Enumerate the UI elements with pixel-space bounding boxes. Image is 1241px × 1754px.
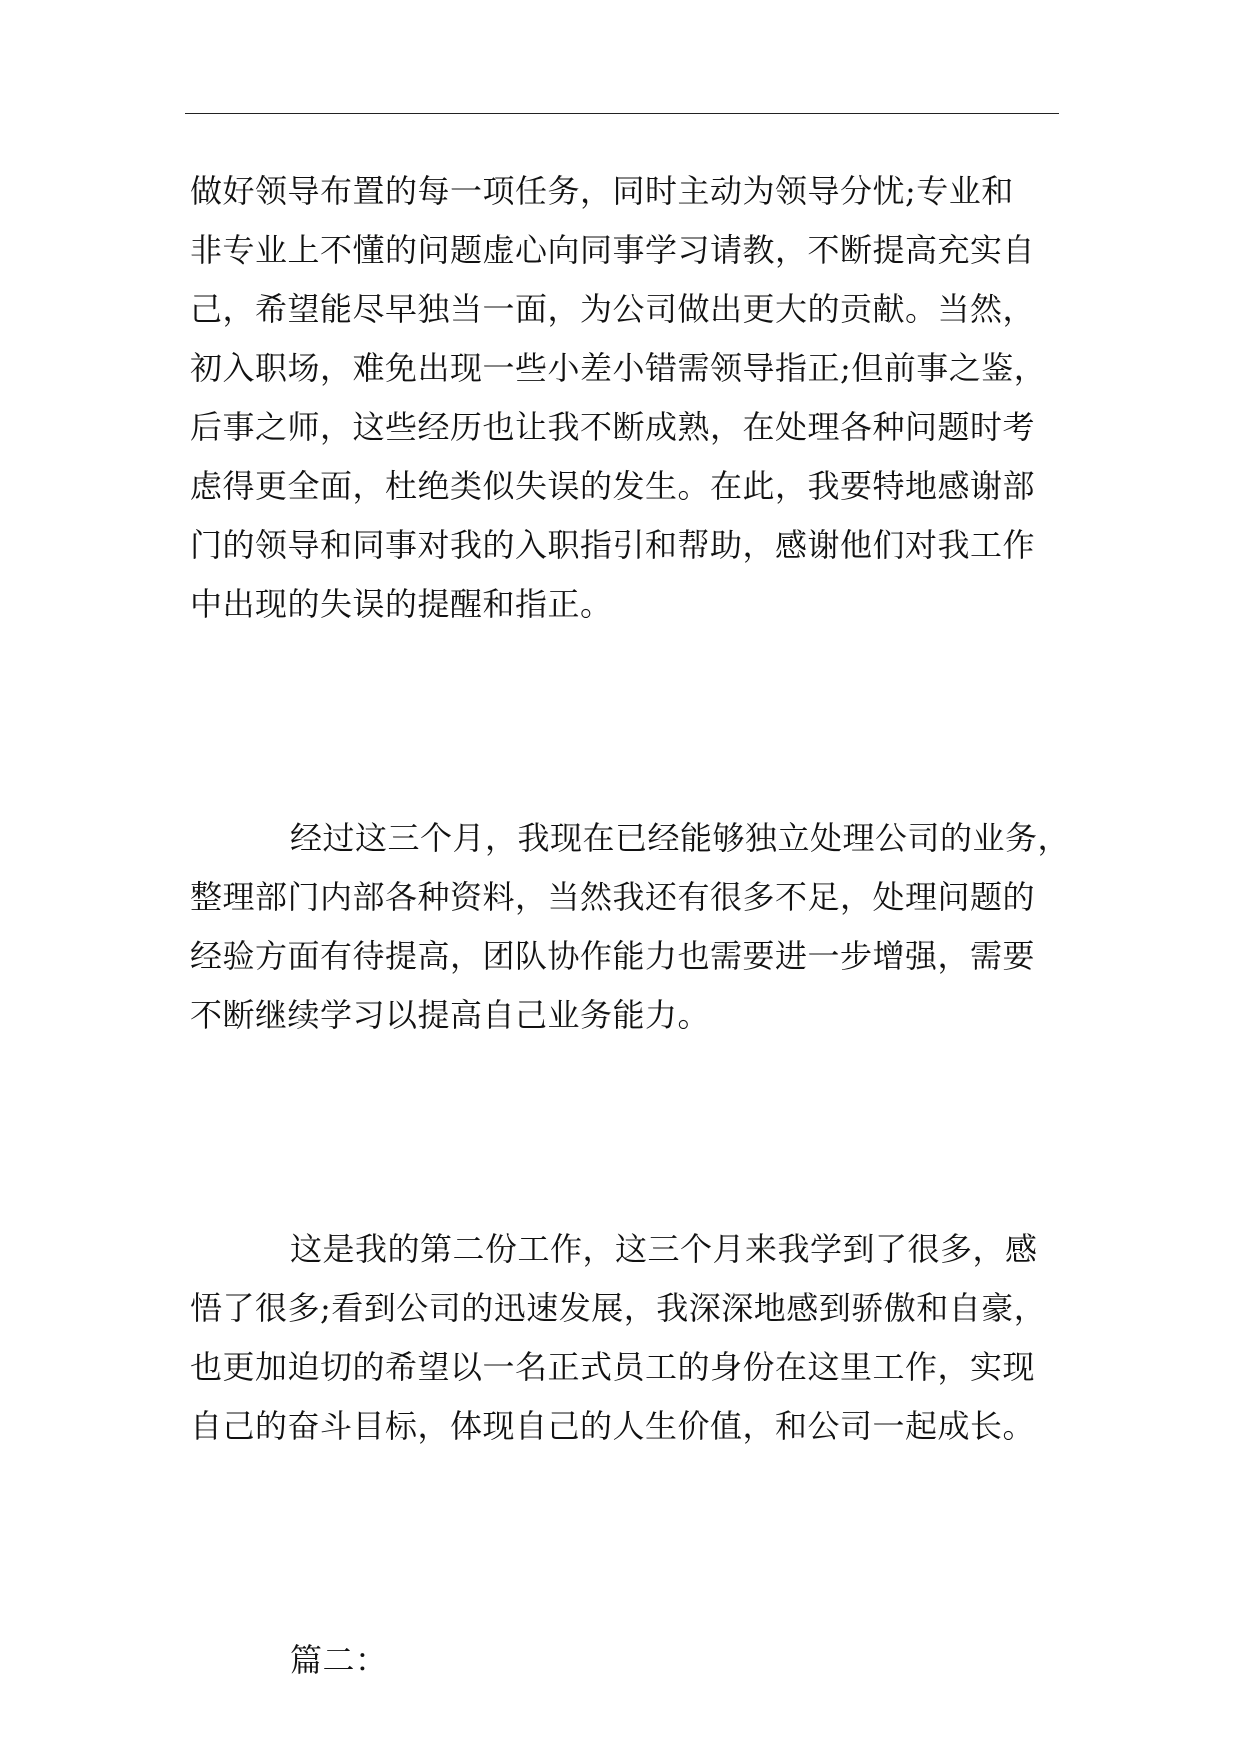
paragraph-spacer: [190, 1045, 1060, 1220]
paragraph-spacer: [190, 634, 1060, 809]
text-line: 门的领导和同事对我的入职指引和帮助，感谢他们对我工作: [190, 526, 1036, 564]
text-line: 初入职场，难免出现一些小差小错需领导指正;但前事之鉴，: [190, 349, 1047, 387]
text-line: 自己的奋斗目标，体现自己的人生价值，和公司一起成长。: [190, 1407, 1036, 1445]
text-line: 经过这三个月，我现在已经能够独立处理公司的业务，: [290, 819, 1071, 857]
text-line: 经验方面有待提高，团队协作能力也需要进一步增强，需要: [190, 937, 1036, 975]
text-line: 非专业上不懂的问题虚心向同事学习请教，不断提高充实自: [190, 231, 1036, 269]
text-line: 做好领导布置的每一项任务，同时主动为领导分忧;专业和: [190, 172, 1014, 210]
paragraph-1: [190, 162, 1060, 634]
text-line: 虑得更全面，杜绝类似失误的发生。在此，我要特地感谢部: [190, 467, 1036, 505]
document-body: [190, 162, 1071, 1690]
paragraph-3: [190, 1220, 1060, 1456]
section-title: 篇二：: [290, 1641, 388, 1679]
text-line: 这是我的第二份工作，这三个月来我学到了很多，感: [290, 1230, 1038, 1268]
text-line: 己，希望能尽早独当一面，为公司做出更大的贡献。当然，: [190, 290, 1036, 328]
paragraph-2: [190, 809, 1071, 1045]
section-heading: [190, 1631, 1060, 1690]
header-rule: [185, 113, 1059, 114]
paragraph-spacer: [190, 1456, 1060, 1631]
text-line: 也更加迫切的希望以一名正式员工的身份在这里工作，实现: [190, 1348, 1036, 1386]
text-line: 后事之师，这些经历也让我不断成熟，在处理各种问题时考: [190, 408, 1036, 446]
text-line: 整理部门内部各种资料，当然我还有很多不足，处理问题的: [190, 878, 1036, 916]
text-line: 中出现的失误的提醒和指正。: [190, 585, 613, 623]
text-line: 悟了很多;看到公司的迅速发展，我深深地感到骄傲和自豪，: [190, 1289, 1047, 1327]
text-line: 不断继续学习以提高自己业务能力。: [190, 996, 711, 1034]
